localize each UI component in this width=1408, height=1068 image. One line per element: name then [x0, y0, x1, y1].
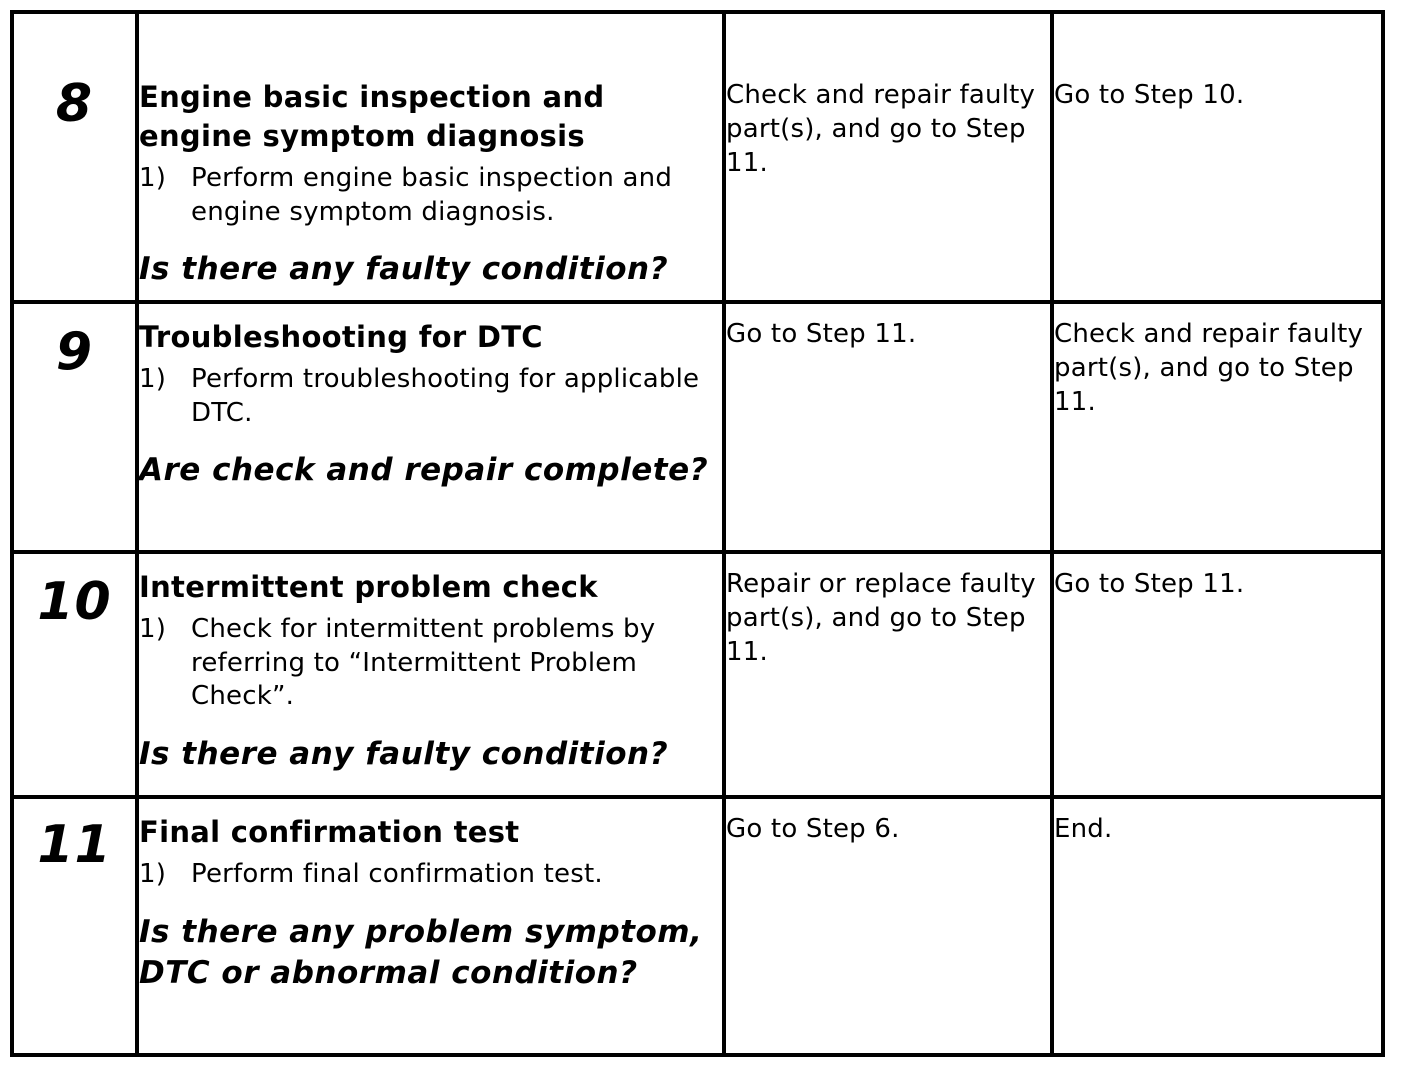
step-question: Is there any faulty condition? — [139, 735, 669, 772]
instruction-item — [139, 363, 722, 430]
instruction-number: 1) — [139, 163, 167, 193]
no-result: End. — [1052, 797, 1383, 1055]
step-number: 8 — [12, 12, 137, 302]
step-number: 10 — [12, 552, 137, 797]
instruction-item — [139, 162, 722, 229]
instruction-number: 1) — [139, 364, 167, 394]
diagnostic-steps-table — [10, 10, 1385, 1057]
step-title: Final confirmation test — [139, 815, 520, 849]
no-result: Check and repair faulty part(s), and go to Step 11. — [1052, 302, 1383, 552]
step-action — [137, 797, 724, 1055]
step-number: 11 — [12, 797, 137, 1055]
step-title: Troubleshooting for DTC — [139, 320, 543, 354]
instruction-text: Perform final confirmation test. — [191, 859, 603, 889]
step-question: Is there any faulty condition? — [139, 251, 669, 287]
step-number: 9 — [12, 302, 137, 552]
step-row-8 — [12, 12, 1383, 302]
instruction-item — [139, 858, 722, 892]
step-instructions — [139, 858, 722, 892]
yes-result: Go to Step 11. — [724, 302, 1052, 552]
step-question: Is there any problem symptom, DTC or abnormal condition? — [139, 913, 703, 991]
step-row-10 — [12, 552, 1383, 797]
step-instructions — [139, 613, 722, 714]
instruction-number: 1) — [139, 614, 167, 644]
instruction-item — [139, 613, 722, 714]
yes-result: Go to Step 6. — [724, 797, 1052, 1055]
step-title: Engine basic inspection and engine symptom diagnosis — [139, 80, 605, 153]
yes-result: Check and repair faulty part(s), and go to Step 11. — [724, 12, 1052, 302]
instruction-text: Perform troubleshooting for applicable DTC. — [191, 364, 700, 428]
step-instructions — [139, 162, 722, 229]
step-question: Are check and repair complete? — [139, 452, 709, 488]
step-action — [137, 552, 724, 797]
step-action — [137, 302, 724, 552]
no-result: Go to Step 11. — [1052, 552, 1383, 797]
yes-result: Repair or replace faulty part(s), and go to Step 11. — [724, 552, 1052, 797]
step-title: Intermittent problem check — [139, 570, 598, 604]
instruction-text: Perform engine basic inspection and engine symptom diagnosis. — [191, 163, 673, 227]
instruction-text: Check for intermittent problems by referring to “Intermittent Problem Check”. — [191, 614, 656, 711]
step-instructions — [139, 363, 722, 430]
step-action — [137, 12, 724, 302]
step-row-11 — [12, 797, 1383, 1055]
no-result: Go to Step 10. — [1052, 12, 1383, 302]
step-row-9 — [12, 302, 1383, 552]
instruction-number: 1) — [139, 859, 167, 889]
